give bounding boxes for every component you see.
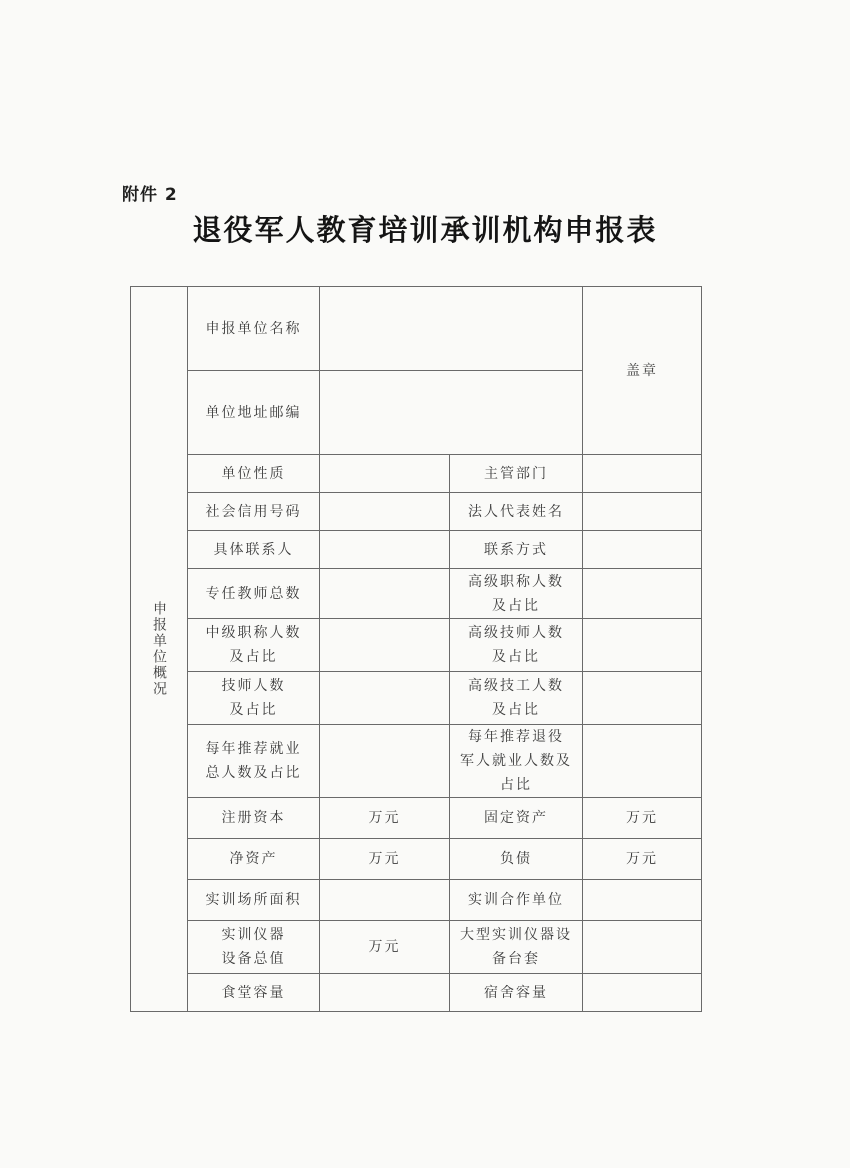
- table-row: [131, 839, 702, 880]
- label-line: 总人数及占比: [205, 765, 302, 781]
- right-field-value[interactable]: [583, 880, 702, 921]
- label-line: 及占比: [229, 649, 278, 665]
- left-field-label: [188, 672, 320, 725]
- left-field-value[interactable]: [320, 455, 450, 493]
- label-line: 每年推荐退役: [468, 729, 564, 745]
- label-line: 及占比: [492, 649, 540, 665]
- seal-cell: 盖章: [583, 287, 702, 455]
- label-line: 中级职称人数: [205, 625, 302, 641]
- label-line: 高级职称人数: [468, 573, 564, 590]
- label-line: 负债: [500, 851, 532, 867]
- right-field-label: [450, 880, 583, 921]
- right-field-label: [450, 839, 583, 880]
- right-field-value[interactable]: [583, 974, 702, 1012]
- label-line: 法人代表姓名: [468, 503, 564, 520]
- label-line: 实训场所面积: [205, 892, 302, 908]
- table-row: [131, 531, 702, 569]
- label-line: 宿舍容量: [484, 984, 548, 1001]
- left-field-value[interactable]: [320, 569, 450, 619]
- label-line: 具体联系人: [213, 541, 294, 558]
- applicant-name-label: 申报单位名称: [188, 287, 320, 371]
- table-row: [131, 725, 702, 798]
- left-field-value[interactable]: [320, 725, 450, 798]
- left-field-value[interactable]: 万元: [320, 839, 450, 880]
- table-row: [131, 798, 702, 839]
- applicant-name-field[interactable]: [320, 287, 583, 371]
- left-field-value[interactable]: [320, 619, 450, 672]
- right-field-value[interactable]: 万元: [583, 798, 702, 839]
- table-row: [131, 569, 702, 619]
- table-row: [131, 672, 702, 725]
- label-line: 及占比: [492, 702, 540, 718]
- right-field-value[interactable]: [583, 569, 702, 619]
- right-field-label: [450, 569, 583, 619]
- right-field-value[interactable]: [583, 619, 702, 672]
- right-field-value[interactable]: [583, 493, 702, 531]
- table-row: [131, 493, 702, 531]
- label-line: 专任教师总数: [205, 585, 302, 602]
- left-field-label: [188, 455, 320, 493]
- right-field-label: [450, 921, 583, 974]
- label-line: 注册资本: [221, 810, 286, 826]
- left-field-value[interactable]: [320, 974, 450, 1012]
- right-field-label: [450, 619, 583, 672]
- address-field[interactable]: [320, 371, 583, 455]
- label-line: 及占比: [492, 597, 540, 614]
- right-field-value[interactable]: [583, 725, 702, 798]
- label-line: 大型实训仪器设: [460, 927, 572, 943]
- left-field-label: [188, 531, 320, 569]
- right-field-label: [450, 672, 583, 725]
- label-line: 单位性质: [221, 465, 286, 482]
- left-field-label: [188, 974, 320, 1012]
- left-field-value[interactable]: [320, 493, 450, 531]
- right-field-label: [450, 531, 583, 569]
- label-line: 实训仪器: [221, 927, 286, 943]
- left-field-value[interactable]: [320, 880, 450, 921]
- table-row: [131, 974, 702, 1012]
- right-field-value[interactable]: [583, 921, 702, 974]
- right-field-label: [450, 974, 583, 1012]
- label-line: 及占比: [229, 702, 278, 718]
- right-field-label: [450, 455, 583, 493]
- label-line: 备台套: [492, 951, 540, 967]
- left-field-label: [188, 493, 320, 531]
- left-field-label: [188, 725, 320, 798]
- label-line: 固定资产: [484, 810, 548, 826]
- application-form-table: [130, 286, 702, 1012]
- label-line: 实训合作单位: [468, 892, 564, 908]
- label-line: 联系方式: [484, 541, 548, 558]
- left-field-value[interactable]: [320, 531, 450, 569]
- right-field-label: [450, 798, 583, 839]
- side-section-label: 申报单位概况: [131, 287, 188, 1012]
- page-title: 退役军人教育培训承训机构申报表: [192, 213, 658, 247]
- table-row: [131, 455, 702, 493]
- left-field-label: [188, 880, 320, 921]
- left-field-label: [188, 569, 320, 619]
- label-line: 主管部门: [484, 465, 548, 482]
- label-line: 每年推荐就业: [205, 741, 302, 757]
- left-field-label: [188, 839, 320, 880]
- table-row: [131, 880, 702, 921]
- label-line: 净资产: [229, 851, 278, 867]
- table-row: [131, 287, 702, 371]
- right-field-value[interactable]: [583, 455, 702, 493]
- label-line: 占比: [500, 777, 532, 793]
- label-line: 军人就业人数及: [460, 753, 572, 769]
- label-line: 高级技师人数: [468, 625, 564, 641]
- right-field-label: [450, 493, 583, 531]
- right-field-value[interactable]: [583, 531, 702, 569]
- left-field-value[interactable]: 万元: [320, 798, 450, 839]
- right-field-value[interactable]: 万元: [583, 839, 702, 880]
- label-line: 社会信用号码: [205, 503, 302, 520]
- table-row: [131, 921, 702, 974]
- label-line: 高级技工人数: [468, 678, 564, 694]
- label-line: 食堂容量: [221, 984, 286, 1001]
- right-field-label: [450, 725, 583, 798]
- address-label: 单位地址邮编: [188, 371, 320, 455]
- table-row: [131, 619, 702, 672]
- left-field-value[interactable]: 万元: [320, 921, 450, 974]
- attachment-label: 附件 2: [122, 185, 178, 205]
- left-field-label: [188, 619, 320, 672]
- label-line: 设备总值: [221, 951, 286, 967]
- left-field-label: [188, 921, 320, 974]
- left-field-value[interactable]: [320, 672, 450, 725]
- right-field-value[interactable]: [583, 672, 702, 725]
- left-field-label: [188, 798, 320, 839]
- label-line: 技师人数: [221, 678, 286, 694]
